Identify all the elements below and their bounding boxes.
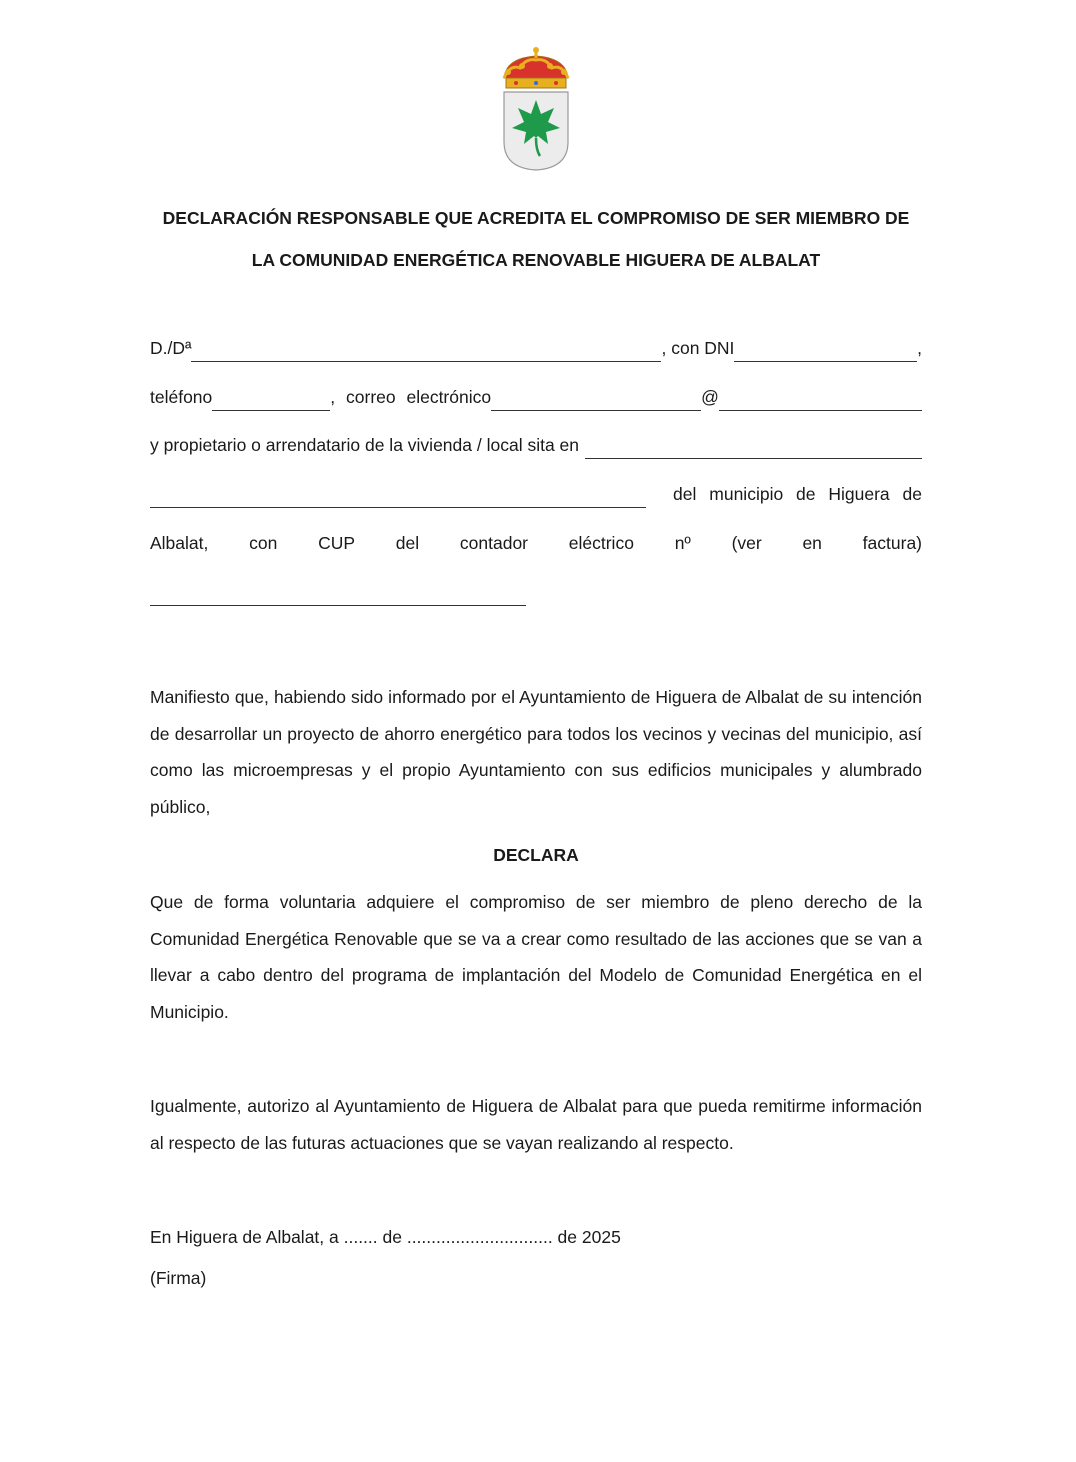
- form-line-cup-number: [150, 578, 922, 606]
- cup-word: nº: [674, 533, 691, 553]
- title-line-1: DECLARACIÓN RESPONSABLE QUE ACREDITA EL COMPROMISO DE SER MIEMBRO DE: [162, 208, 910, 228]
- form-line-cup: [150, 529, 922, 557]
- date-line: En Higuera de Albalat, a ....... de .............................. de 2025: [150, 1227, 621, 1247]
- manifiesto-paragraph: Manifiesto que, habiendo sido informado por el Ayuntamiento de Higuera de Albalat de su intención de desarrollar un proyecto de ahorro energético para todos los vecinos y vecinas del municipio, así como las microempresas y el propio Ayuntamiento con sus edificios municipales y alumbrado público,: [150, 687, 922, 817]
- comma: ,: [917, 338, 922, 358]
- phone-field[interactable]: [212, 392, 330, 411]
- email-user-field[interactable]: [491, 392, 701, 411]
- name-label: D./Dª: [150, 338, 192, 358]
- property-label: y propietario o arrendatario de la vivienda / local sita en: [150, 435, 579, 455]
- form-line-contact: [150, 383, 922, 411]
- signature-label: (Firma): [150, 1268, 207, 1288]
- dni-field[interactable]: [734, 343, 917, 362]
- cup-word: Albalat,: [150, 533, 209, 553]
- cup-word: del: [395, 533, 420, 553]
- cup-word: CUP: [318, 533, 356, 553]
- email-domain-field[interactable]: [719, 392, 922, 411]
- cup-word: con: [249, 533, 278, 553]
- declara-paragraph: Que de forma voluntaria adquiere el compromiso de ser miembro de pleno derecho de la Comunidad Energética Renovable que se va a crear como resultado de las acciones que se van a llevar a cabo dentro del programa de implantación del Modelo de Comunidad Energética en el Municipio.: [150, 892, 922, 1022]
- at-sign: @: [701, 387, 719, 407]
- autorizo-paragraph: Igualmente, autorizo al Ayuntamiento de Higuera de Albalat para que pueda remitirme información al respecto de las futuras actuaciones que se vayan realizando al respecto.: [150, 1096, 922, 1153]
- cup-word: eléctrico: [568, 533, 634, 553]
- declara-heading: DECLARA: [493, 845, 579, 865]
- cup-word: contador: [459, 533, 529, 553]
- email-label: , correo electrónico: [330, 387, 492, 407]
- form-line-property: [150, 431, 922, 459]
- cup-word: en: [802, 533, 822, 553]
- form-line-address: [150, 480, 922, 508]
- cup-number-field[interactable]: [150, 587, 526, 606]
- municipality-text: del municipio de Higuera de: [673, 484, 922, 504]
- form-line-name: [150, 334, 922, 362]
- dni-label: , con DNI: [661, 338, 735, 358]
- address-continued-field[interactable]: [150, 489, 646, 508]
- cup-word: (ver: [731, 533, 762, 553]
- document-title: [150, 197, 922, 281]
- title-line-2: LA COMUNIDAD ENERGÉTICA RENOVABLE HIGUERA DE ALBALAT: [251, 250, 821, 270]
- address-field[interactable]: [585, 440, 922, 459]
- municipal-crest-icon: [496, 44, 576, 174]
- cup-word: factura): [862, 533, 922, 553]
- name-field[interactable]: [191, 343, 661, 362]
- phone-label: teléfono: [150, 387, 213, 407]
